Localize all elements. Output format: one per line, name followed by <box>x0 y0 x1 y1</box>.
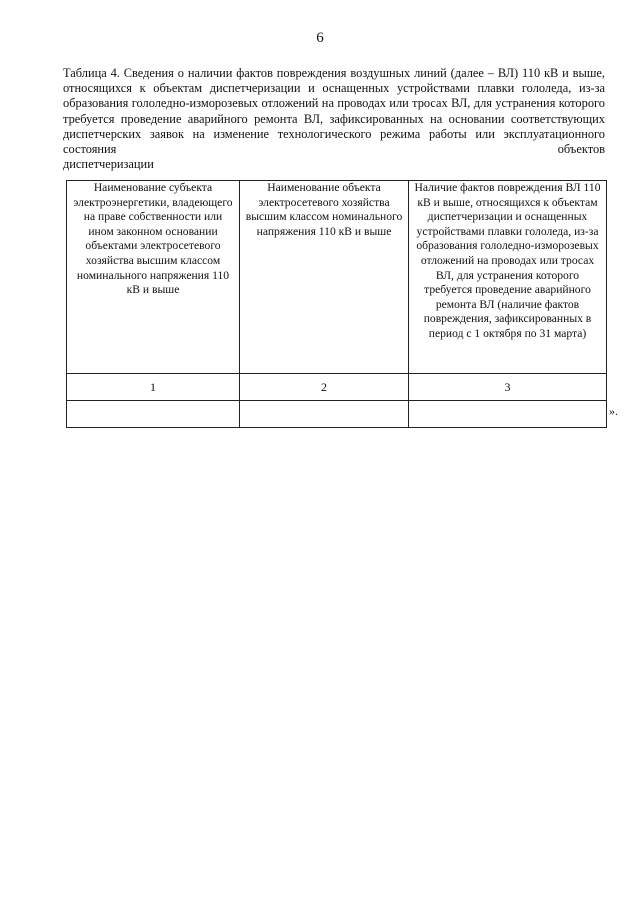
page-number: 6 <box>316 30 324 46</box>
closing-quote: ». <box>609 404 618 418</box>
table-cell <box>67 401 240 428</box>
header-cell-object: Наименование объекта электросетевого хозяйства высшим классом номинального напряжения 110 кВ и выше <box>240 181 409 374</box>
table-header-row <box>67 181 607 374</box>
column-number-1: 1 <box>67 374 240 401</box>
table-4 <box>66 180 607 428</box>
column-number-3: 3 <box>409 374 607 401</box>
header-cell-damage-facts: Наличие фактов повреждения ВЛ 110 кВ и выше, относящихся к объектам диспетчеризации и оснащенных устройствами плавки гололеда, из-за образования гололедно-изморозевых отложений на проводах или тросах ВЛ, для устранения которого требуется проведение аварийного ремонта ВЛ (наличие фактов повреждения, зафиксированных в период с 1 октября по 31 марта) <box>409 181 607 374</box>
column-number-row <box>67 374 607 401</box>
table-row <box>67 401 607 428</box>
table-cell <box>240 401 409 428</box>
caption-last-line: диспетчеризации <box>63 157 154 172</box>
header-cell-subject: Наименование субъекта электроэнергетики, владеющего на праве собственности или ином законном основании объектами электросетевого хозяйства высшим классом номинального напряжения 110 кВ и выше <box>67 181 240 374</box>
table-caption <box>63 66 605 172</box>
table-cell <box>409 401 607 428</box>
caption-text: Таблица 4. Сведения о наличии фактов повреждения воздушных линий (далее – ВЛ) 110 кВ и выше, относящихся к объектам диспетчеризации и оснащенных устройствами плавки гололеда, из-за образования гололедно-изморозевых отложений на проводах или тросах ВЛ, для устранения которого требуется проведение аварийного ремонта ВЛ, зафиксированных на основании соответствующих диспетчерских заявок на изменение технологического режима работы или эксплуатационного состояния объектов <box>63 66 605 157</box>
column-number-2: 2 <box>240 374 409 401</box>
